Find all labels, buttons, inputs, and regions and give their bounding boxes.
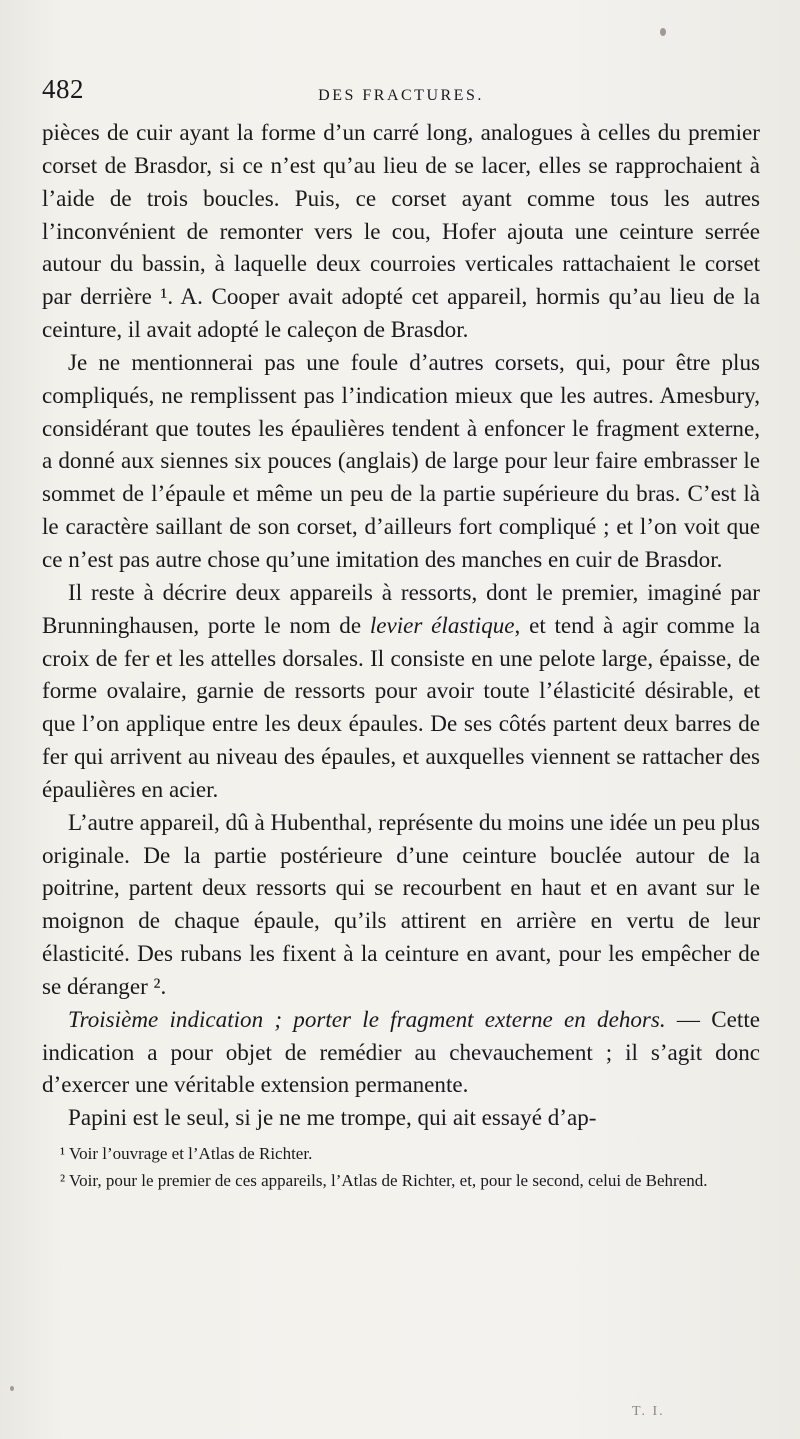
signature-mark: T. I.	[632, 1404, 665, 1419]
paragraph-text: — Cette indication a pour objet de remédier au chevauchement ; il s’agit donc d’exercer une véritable extension permanente.	[42, 1005, 760, 1098]
paragraph: Je ne mentionnerai pas une foule d’autres corsets, qui, pour être plus compliqués, ne remplissent pas l’indication mieux que les autres. Amesbury, considérant que toutes les épaulières tendent à enfoncer le fragment externe, a donné aux siennes six pouces (anglais) de large pour leur faire embrasser le sommet de l’épaule et même un peu de la partie supérieure du bras. C’est là le caractère saillant de son corset, d’ailleurs fort compliqué ; et l’on voit que ce n’est pas autre chose qu’une imitation des manches en cuir de Brasdor.	[42, 348, 760, 572]
paragraph	[42, 576, 760, 806]
footnote: ¹ Voir l’ouvrage et l’Atlas de Richter.	[60, 1144, 313, 1164]
body-text	[42, 116, 760, 1134]
footnote: ² Voir, pour le premier de ces appareils, l’Atlas de Richter, et, pour le second, celui de Behrend.	[60, 1171, 708, 1191]
section-heading: Troisième indication ; porter le fragment externe en dehors.	[68, 1005, 666, 1032]
footnotes	[42, 1140, 760, 1194]
paragraph	[42, 1003, 760, 1102]
ink-spot	[10, 1386, 14, 1391]
page-header	[42, 72, 760, 116]
italic-term: levier élastique	[369, 611, 515, 638]
paragraph-text: , et tend à agir comme la croix de fer et les attelles dorsales. Il consiste en une pelote large, épaisse, de forme ovalaire, garnie de ressorts pour avoir toute l’élasticité désirable, et que l’on applique entre les deux épaules. De ses côtés partent deux barres de fer qui arrivent au niveau des épaules, et auxquelles viennent se rattacher des épaulières en acier.	[42, 611, 761, 802]
page-number: 482	[42, 74, 84, 104]
paragraph-text: Il reste à décrire deux appareils à ressorts, dont le premier, imaginé par Brunninghausen, porte le nom de	[42, 578, 760, 638]
ink-spot	[660, 28, 666, 36]
paragraph: pièces de cuir ayant la forme d’un carré long, analogues à celles du premier corset de Brasdor, si ce n’est qu’au lieu de se lacer, elles se rapprochaient à l’aide de trois boucles. Puis, ce corset ayant comme tous les autres l’inconvénient de remonter vers le cou, Hofer ajouta une ceinture serrée autour du bassin, à laquelle deux courroies verticales rattachaient le corset par derrière ¹. A. Cooper avait adopté cet appareil, hormis qu’au lieu de la ceinture, il avait adopté le caleçon de Brasdor.	[42, 119, 760, 343]
paragraph: L’autre appareil, dû à Hubenthal, représente du moins une idée un peu plus originale. De la partie postérieure d’une ceinture bouclée autour de la poitrine, partent deux ressorts qui se recourbent en haut et en avant sur le moignon de chaque épaule, qu’ils attirent en arrière en vertu de leur élasticité. Des rubans les fixent à la ceinture en avant, pour les empêcher de se déranger ².	[42, 808, 760, 999]
paragraph: Papini est le seul, si je ne me trompe, qui ait essayé d’ap-	[68, 1104, 597, 1131]
running-head: DES FRACTURES.	[318, 87, 484, 104]
